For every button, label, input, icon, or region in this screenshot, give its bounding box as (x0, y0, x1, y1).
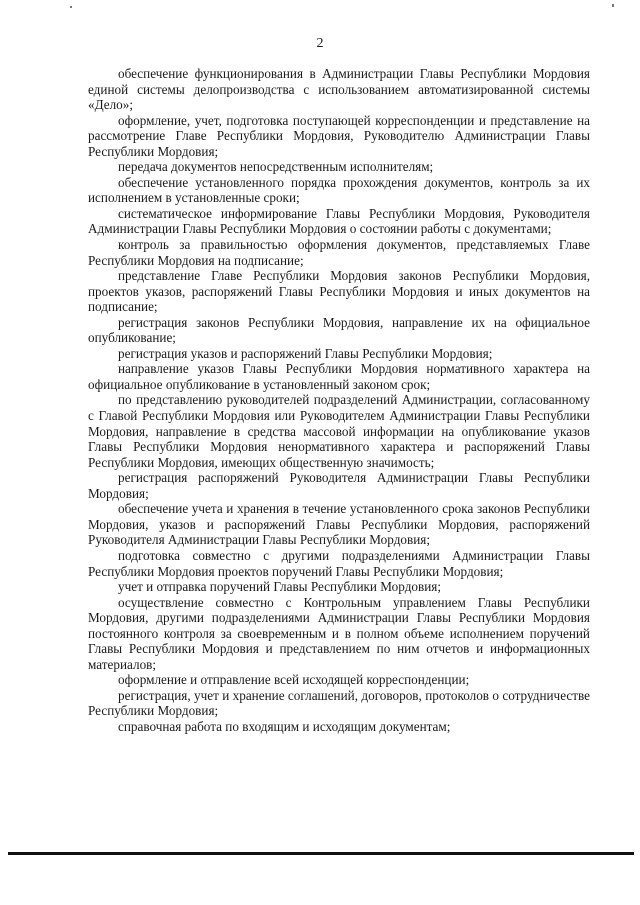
paragraph: контроль за правильностью оформления документов, представляемых Главе Республики Мордовия на подписание; (88, 237, 590, 268)
paragraph: регистрация законов Республики Мордовия, направление их на официальное опубликование; (88, 314, 590, 346)
paragraph: регистрация указов и распоряжений Главы Республики Мордовия; (118, 345, 493, 361)
page-number: 2 (316, 36, 324, 51)
paragraph: справочная работа по входящим и исходящим документам; (118, 718, 451, 734)
bottom-rule (8, 852, 634, 855)
paragraph: обеспечение функционирования в Администрации Главы Республики Мордовия единой системы делопроизводства с использованием автоматизированной системы «Дело»; (88, 66, 590, 113)
paragraph: обеспечение установленного порядка прохождения документов, контроль за их исполнением в установленные сроки; (88, 174, 590, 206)
paragraph: представление Главе Республики Мордовия законов Республики Мордовия, проектов указов, распоряжений Главы Республики Мордовия и иных документов на подписание; (88, 268, 590, 315)
paragraph: регистрация распоряжений Руководителя Администрации Главы Республики Мордовия; (88, 470, 590, 501)
paragraph: оформление и отправление всей исходящей корреспонденции; (118, 672, 470, 688)
scan-speck (612, 4, 614, 7)
paragraph: обеспечение учета и хранения в течение установленного срока законов Республики Мордовия, указов и распоряжений Главы Республики Мордовия, распоряжений Руководителя Администрации Главы Республики Мордовия; (88, 501, 590, 548)
paragraph: учет и отправка поручений Главы Республики Мордовия; (118, 579, 442, 595)
paragraph: подготовка совместно с другими подразделениями Администрации Главы Республики Мордовия проектов поручений Главы Республики Мордовия; (88, 547, 590, 579)
paragraph: регистрация, учет и хранение соглашений, договоров, протоколов о сотрудничестве Республики Мордовия; (88, 687, 590, 719)
scan-speck (70, 6, 72, 8)
paragraph: передача документов непосредственным исполнителям; (118, 159, 434, 175)
document-body (88, 66, 590, 735)
paragraph: по представлению руководителей подразделений Администрации, согласованному с Главой Республики Мордовия или Руководителем Администрации Главы Республики Мордовия, направление в средства массовой информации на опубликование указов Главы Республики Мордовия ненормативного характера и распоряжений Главы Республики Мордовия, имеющих общественную значимость; (88, 392, 590, 470)
paragraph: осуществление совместно с Контрольным управлением Главы Республики Мордовия, другими подразделениями Администрации Главы Республики Мордовия постоянного контроля за своевременным и в полном объеме исполнением поручений Главы Республики Мордовия и представлением по ним отчетов и информационных материалов; (88, 594, 590, 672)
paragraph: оформление, учет, подготовка поступающей корреспонденции и представление на рассмотрение Главе Республики Мордовия, Руководителю Администрации Главы Республики Мордовия; (88, 112, 590, 159)
paragraph: направление указов Главы Республики Мордовия нормативного характера на официальное опубликование в установленный законом срок; (88, 361, 590, 392)
paragraph: систематическое информирование Главы Республики Мордовия, Руководителя Администрации Главы Республики Мордовия о состоянии работы с документами; (88, 205, 590, 237)
